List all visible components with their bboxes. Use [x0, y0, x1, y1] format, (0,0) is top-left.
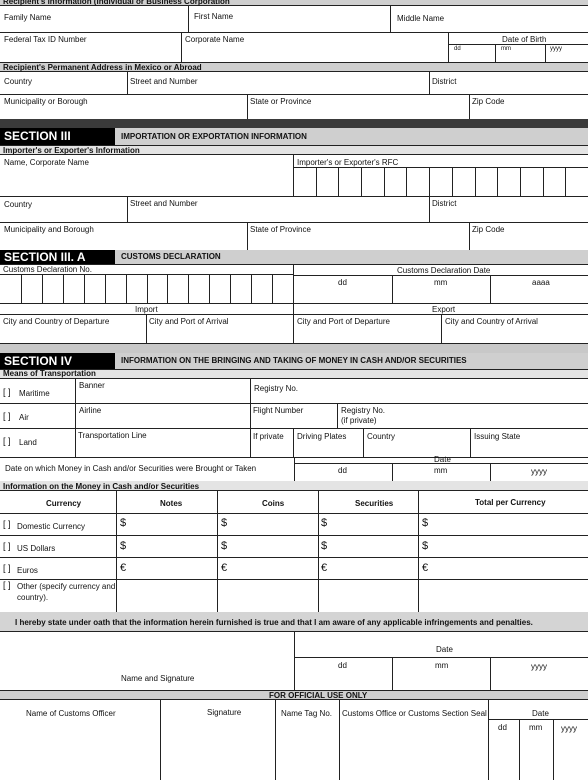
euros-coins-symbol: € [221, 562, 228, 574]
zip-label: Zip Code [472, 97, 505, 106]
domestic-coins-symbol: $ [221, 517, 228, 529]
other-label-2: country). [17, 593, 49, 602]
oath-date-label: Date [436, 645, 453, 654]
name-signature-label: Name and Signature [121, 674, 195, 683]
oath-mm: mm [435, 661, 449, 670]
air-checkbox[interactable]: [ ] [3, 411, 11, 421]
decl-date-aaaa: aaaa [532, 278, 550, 287]
land-country-label: Country [367, 432, 396, 441]
dob-yyyy: yyyy [550, 46, 562, 52]
import-city-departure-label: City and Country of Departure [3, 317, 110, 326]
domestic-label: Domestic Currency [17, 522, 86, 531]
s3-district-label: District [432, 199, 457, 208]
section4-title: INFORMATION ON THE BRINGING AND TAKING OF MONEY IN CASH AND/OR SECURITIES [115, 353, 588, 369]
flight-number-label: Flight Number [253, 406, 304, 415]
rfc-box-divider [338, 167, 339, 196]
col-securities: Securities [355, 499, 394, 508]
declaration-box-divider [147, 274, 148, 303]
other-label: Other (specify currency and [17, 582, 116, 591]
date-of-birth-label: Date of Birth [502, 35, 547, 44]
oath-dd: dd [338, 661, 347, 670]
usd-securities-symbol: $ [321, 540, 328, 552]
usd-coins-symbol: $ [221, 540, 228, 552]
rfc-box-divider [384, 167, 385, 196]
s3-country-label: Country [4, 200, 33, 209]
tag-label: Name Tag No. [281, 709, 332, 718]
euros-label: Euros [17, 566, 38, 575]
transport-line-label: Transportation Line [78, 431, 147, 440]
s3-zip-label: Zip Code [472, 225, 505, 234]
col-currency: Currency [46, 499, 82, 508]
s3-street-label: Street and Number [130, 199, 198, 208]
euros-notes-symbol: € [120, 562, 127, 574]
officer-label: Name of Customs Officer [26, 709, 116, 718]
corporate-name-label: Corporate Name [185, 35, 245, 44]
banner-label: Banner [79, 381, 105, 390]
rfc-box-divider [543, 167, 544, 196]
if-private-paren-label: (if private) [341, 416, 377, 425]
district-label: District [432, 77, 457, 86]
family-name-label: Family Name [4, 13, 52, 22]
import-city-arrival-label: City and Port of Arrival [149, 317, 229, 326]
other-checkbox[interactable]: [ ] [3, 580, 11, 590]
official-header: FOR OFFICIAL USE ONLY [269, 691, 368, 700]
recipient-header: Recipient's Information (Individual or Business Corporation [3, 0, 230, 6]
maritime-checkbox[interactable]: [ ] [3, 387, 11, 397]
euros-total-symbol: € [422, 562, 429, 574]
declaration-box-divider [251, 274, 252, 303]
rfc-box-divider [406, 167, 407, 196]
official-date-label: Date [532, 709, 549, 718]
usd-total-symbol: $ [422, 540, 429, 552]
declaration-date-label: Customs Declaration Date [397, 266, 491, 275]
rfc-box-divider [520, 167, 521, 196]
official-mm: mm [529, 723, 543, 732]
rfc-box-divider [475, 167, 476, 196]
rfc-box-divider [565, 167, 566, 196]
export-city-departure-label: City and Port of Departure [297, 317, 390, 326]
declaration-box-divider [105, 274, 106, 303]
col-coins: Coins [262, 499, 285, 508]
declaration-box-divider [167, 274, 168, 303]
signature-label: Signature [207, 708, 242, 717]
declaration-box-divider [42, 274, 43, 303]
date-brought-date: Date [434, 455, 451, 464]
rfc-box-divider [497, 167, 498, 196]
export-city-arrival-label: City and Country of Arrival [445, 317, 538, 326]
registry-private-label: Registry No. [341, 406, 386, 415]
section3a-badge: SECTION III. A [0, 250, 115, 264]
rfc-box-divider [316, 167, 317, 196]
domestic-total-symbol: $ [422, 517, 429, 529]
first-name-label: First Name [194, 12, 234, 21]
state-label: State or Province [250, 97, 312, 106]
oath-yyyy: yyyy [531, 662, 547, 671]
export-label: Export [432, 305, 456, 314]
decl-date-mm: mm [434, 278, 448, 287]
issuing-state-label: Issuing State [474, 432, 521, 441]
date-brought-yyyy: yyyy [531, 467, 547, 476]
dob-dd: dd [454, 46, 461, 52]
money-header: Information on the Money in Cash and/or Securities [3, 482, 200, 491]
street-label: Street and Number [130, 77, 198, 86]
declaration-box-divider [126, 274, 127, 303]
declaration-number-label: Customs Declaration No. [3, 265, 92, 274]
section3-badge: SECTION III [0, 128, 115, 145]
airline-label: Airline [79, 406, 102, 415]
declaration-box-divider [188, 274, 189, 303]
domestic-notes-symbol: $ [120, 517, 127, 529]
decl-date-dd: dd [338, 278, 347, 287]
euros-securities-symbol: € [321, 562, 328, 574]
col-total: Total per Currency [475, 498, 546, 507]
declaration-box-divider [230, 274, 231, 303]
usd-label: US Dollars [17, 544, 56, 553]
land-checkbox[interactable]: [ ] [3, 436, 11, 446]
oath-text: I hereby state under oath that the information herein furnished is true and that I am aware of any applicable infringements and penalties. [15, 618, 533, 627]
date-brought-dd: dd [338, 466, 347, 475]
rfc-label: Importer's or Exporter's RFC [297, 158, 399, 167]
office-label: Customs Office or Customs Section Seal [342, 709, 487, 718]
import-label: Import [135, 305, 158, 314]
land-label: Land [19, 438, 37, 447]
euros-checkbox[interactable]: [ ] [3, 563, 11, 573]
dob-mm: mm [501, 46, 511, 52]
col-notes: Notes [160, 499, 183, 508]
usd-checkbox[interactable]: [ ] [3, 541, 11, 551]
rfc-box-divider [452, 167, 453, 196]
driving-plates-label: Driving Plates [297, 432, 347, 441]
declaration-box-divider [84, 274, 85, 303]
s3-state-label: State of Province [250, 225, 311, 234]
country-label: Country [4, 77, 33, 86]
s3-municipality-label: Municipality and Borough [4, 225, 94, 234]
rfc-box-divider [361, 167, 362, 196]
date-brought-label: Date on which Money in Cash and/or Securities were Brought or Taken [5, 464, 257, 473]
rfc-box-divider [429, 167, 430, 196]
address-header: Recipient's Permanent Address in Mexico or Abroad [3, 63, 202, 72]
section3a-title: CUSTOMS DECLARATION [115, 250, 588, 264]
air-label: Air [19, 413, 29, 422]
if-private-label: If private [253, 432, 284, 441]
importer-name-label: Name, Corporate Name [4, 158, 89, 167]
importer-header: Importer's or Exporter's Information [3, 146, 140, 155]
declaration-box-divider [272, 274, 273, 303]
declaration-box-divider [21, 274, 22, 303]
maritime-label: Maritime [19, 389, 50, 398]
federal-tax-id-label: Federal Tax ID Number [4, 35, 87, 44]
domestic-checkbox[interactable]: [ ] [3, 519, 11, 529]
date-brought-mm: mm [434, 466, 448, 475]
registry-no-label: Registry No. [254, 384, 299, 393]
section3-title: IMPORTATION OR EXPORTATION INFORMATION [115, 128, 588, 145]
official-dd: dd [498, 723, 507, 732]
usd-notes-symbol: $ [120, 540, 127, 552]
declaration-box-divider [209, 274, 210, 303]
municipality-label: Municipality or Borough [4, 97, 88, 106]
means-header: Means of Transportation [3, 369, 96, 378]
official-yyyy: yyyy [561, 724, 577, 733]
section4-badge: SECTION IV [0, 353, 115, 369]
domestic-securities-symbol: $ [321, 517, 328, 529]
middle-name-label: Middle Name [397, 14, 445, 23]
declaration-box-divider [63, 274, 64, 303]
